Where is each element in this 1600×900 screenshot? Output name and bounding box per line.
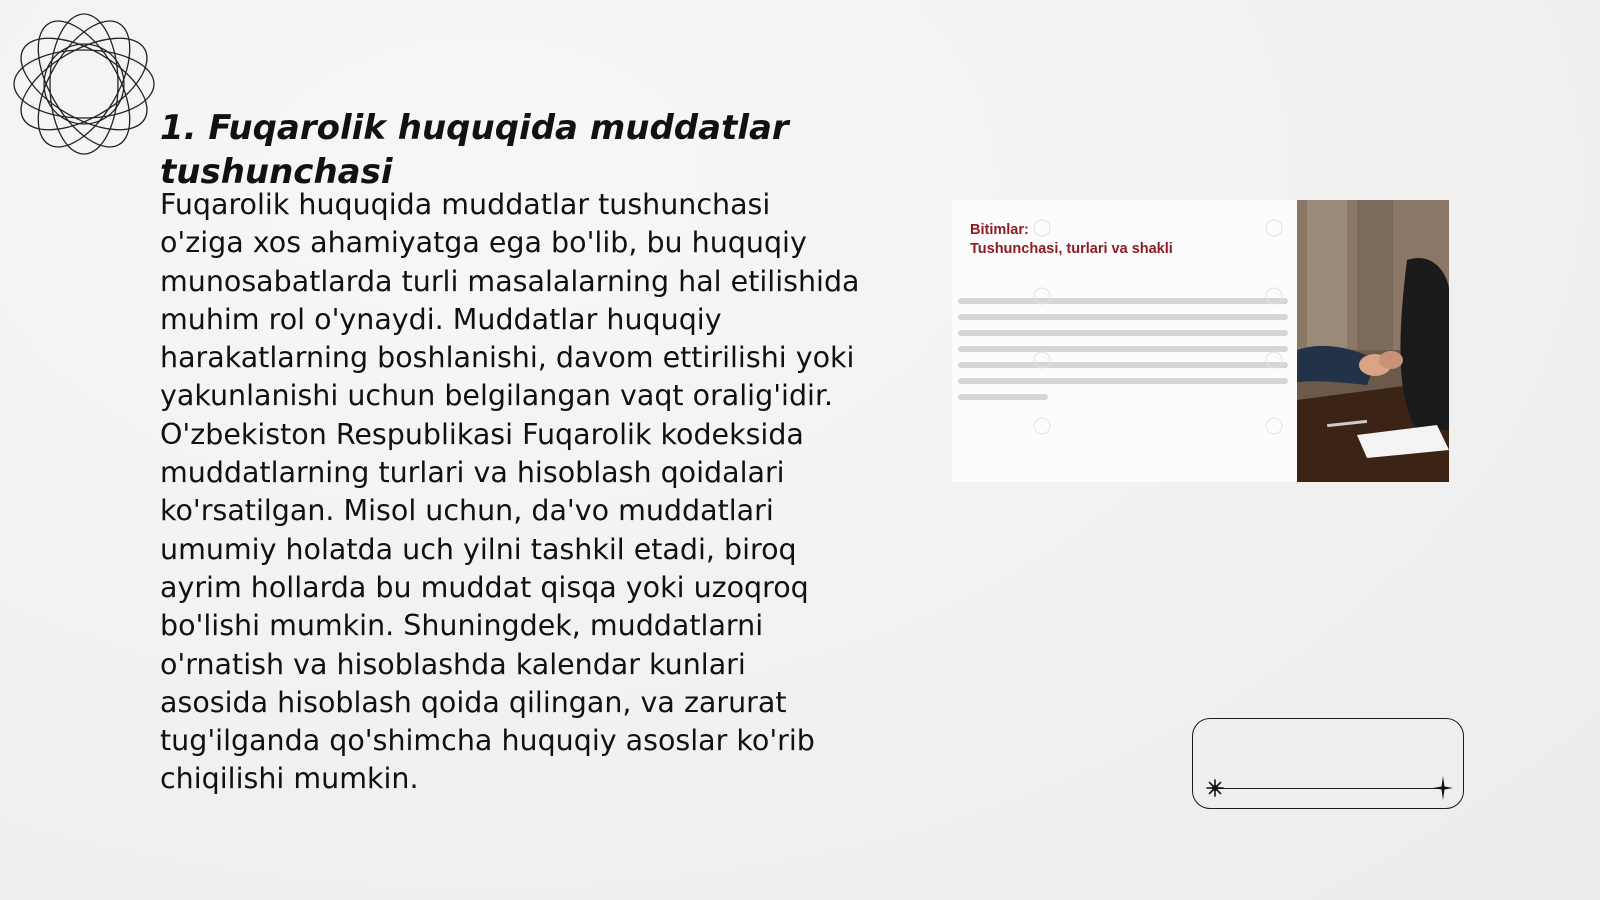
illustration-image — [952, 200, 1449, 482]
preview-heading-line2: Tushunchasi, turlari va shakli — [970, 241, 1173, 257]
decorative-card — [1192, 718, 1464, 809]
four-point-star-icon — [1433, 776, 1453, 800]
sparkle-icon — [1205, 778, 1225, 798]
card-divider-line — [1215, 788, 1443, 789]
handshake-photo — [1297, 200, 1449, 482]
preview-heading-line1: Bitimlar: — [970, 222, 1029, 238]
document-preview — [952, 200, 1297, 482]
slide-body-text: Fuqarolik huquqida muddatlar tushunchasi o'ziga xos ahamiyatga ega bo'lib, bu huquqiy munosabatlarda turli masalalarning hal etilishida muhim rol o'ynaydi. Muddatlar huquqiy harakatlarning boshlanishi, davom ettirilishi yoki yakunlanishi uchun belgilangan vaqt oralig'idir. O'zbekiston Respublikasi Fuqarolik kodeksida muddatlarning turlari va hisoblash qoidalari ko'rsatilgan. Misol uchun, da'vo muddatlari umumiy holatda uch yilni tashkil etadi, biroq ayrim hollarda bu muddat qisqa yoki uzoqroq bo'lishi mumkin. Shuningdek, muddatlarni o'rnatish va hisoblashda kalendar kunlari asosida hisoblash qoida qilingan, va zarurat tug'ilganda qo'shimcha huquqiy asoslar ko'rib chiqilishi mumkin. — [160, 188, 860, 796]
blurred-text-lines — [952, 200, 1297, 482]
slide-title: 1. Fuqarolik huquqida muddatlar tushunchasi — [160, 108, 789, 192]
circle-rosette-icon — [10, 10, 158, 158]
